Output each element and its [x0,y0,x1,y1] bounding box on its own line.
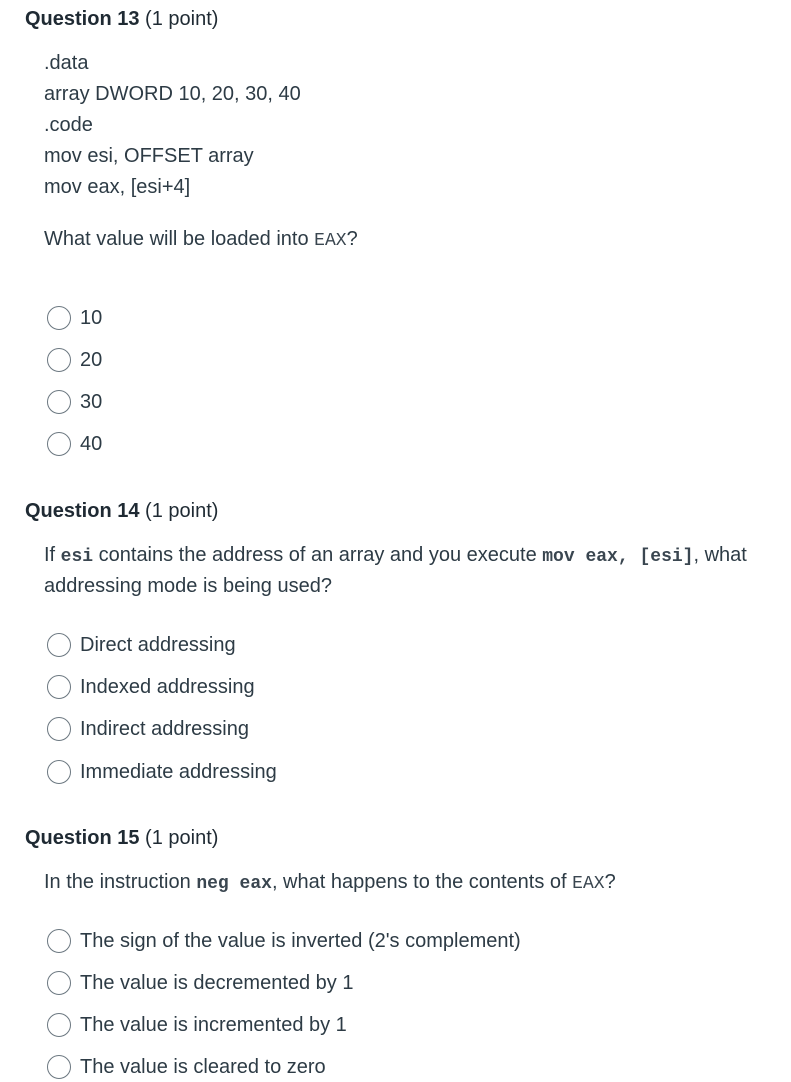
prompt-code: esi [60,547,94,567]
radio-button[interactable] [47,633,71,657]
prompt-text: ? [604,871,616,893]
option-label: Indexed addressing [80,675,255,698]
option-label: Direct addressing [80,633,236,656]
radio-button[interactable] [47,1013,71,1037]
answer-option[interactable] [47,968,354,998]
option-label: Immediate addressing [80,760,277,783]
answer-option[interactable] [47,345,102,375]
option-label: The value is cleared to zero [80,1055,326,1078]
answer-option[interactable] [47,1052,326,1082]
question-header [25,500,218,523]
question-title: Question 14 [25,500,140,522]
code-line: mov eax, [esi+4] [44,176,191,198]
question-title: Question 13 [25,8,140,30]
radio-button[interactable] [47,348,71,372]
prompt-text: If [44,544,61,566]
answer-option[interactable] [47,926,521,956]
question-prompt-line2: addressing mode is being used? [44,575,332,597]
answer-option[interactable] [47,429,102,459]
radio-button[interactable] [47,717,71,741]
option-label: 40 [80,432,103,455]
radio-button[interactable] [47,390,71,414]
question-header [25,8,218,31]
prompt-text: contains the address of an array and you execute [93,544,543,566]
option-label: The sign of the value is inverted (2's complement) [80,929,521,952]
radio-button[interactable] [47,760,71,784]
question-points: (1 point) [145,8,219,30]
code-line: .code [44,114,93,136]
answer-option[interactable] [47,303,102,333]
option-label: 20 [80,348,103,371]
answer-option[interactable] [47,387,102,417]
prompt-code: EAX [314,231,347,251]
question-points: (1 point) [145,827,219,849]
radio-button[interactable] [47,432,71,456]
question-prompt [44,867,616,900]
prompt-text: , what happens to the contents of [271,871,573,893]
code-line: array DWORD 10, 20, 30, 40 [44,83,301,105]
question-header [25,827,218,850]
code-line: mov esi, OFFSET array [44,145,254,167]
radio-button[interactable] [47,929,71,953]
option-label: The value is decremented by 1 [80,971,354,994]
option-label: 10 [80,306,103,329]
prompt-code: mov eax, [esi] [542,547,694,567]
option-label: 30 [80,390,103,413]
radio-button[interactable] [47,675,71,699]
question-title: Question 15 [25,827,140,849]
answer-option[interactable] [47,1010,347,1040]
answer-option[interactable] [47,714,249,744]
answer-option[interactable] [47,672,255,702]
prompt-text: , what [693,544,747,566]
radio-button[interactable] [47,306,71,330]
question-prompt [44,540,747,573]
answer-option[interactable] [47,630,236,660]
option-label: Indirect addressing [80,717,249,740]
code-line: .data [44,52,89,74]
prompt-code: neg eax [196,874,272,894]
answer-option[interactable] [47,757,277,787]
radio-button[interactable] [47,1055,71,1079]
question-prompt [44,224,358,257]
question-points: (1 point) [145,500,219,522]
prompt-text: ? [346,228,358,250]
option-label: The value is incremented by 1 [80,1013,347,1036]
prompt-code: EAX [572,874,605,894]
radio-button[interactable] [47,971,71,995]
prompt-text: In the instruction [44,871,197,893]
prompt-text: What value will be loaded into [44,228,315,250]
